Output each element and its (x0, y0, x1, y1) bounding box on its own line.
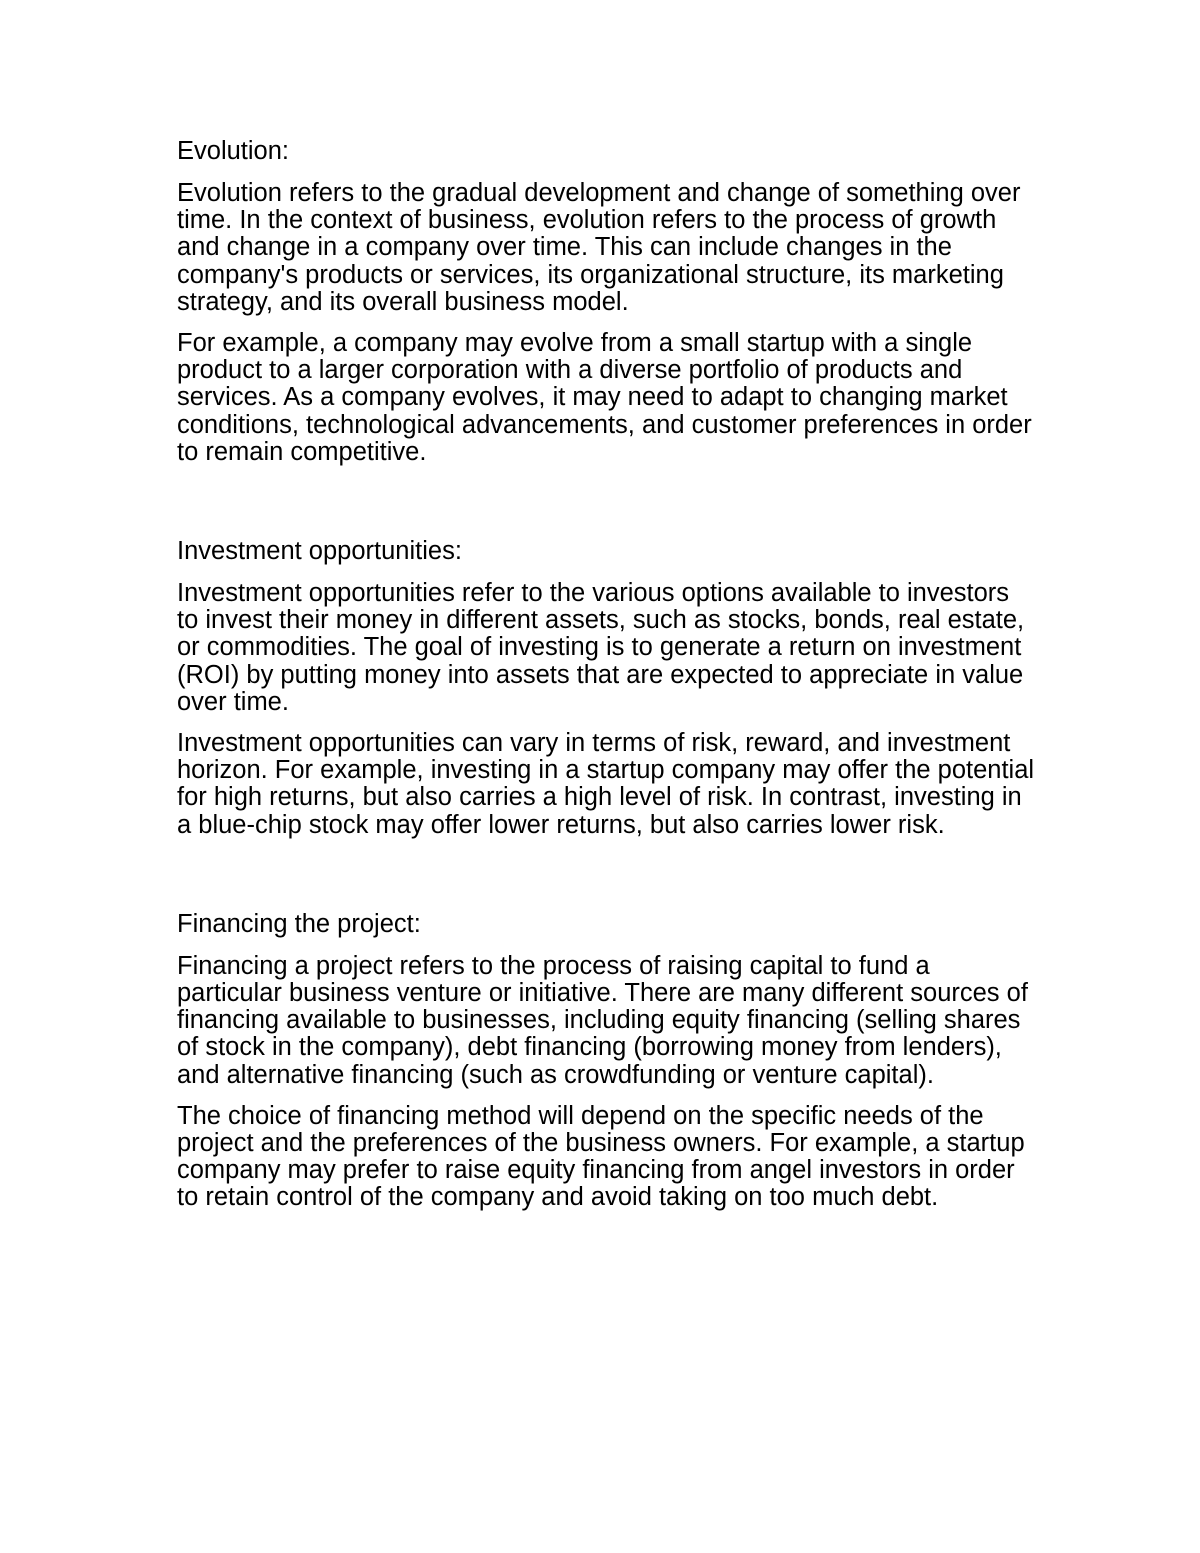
section-spacer (177, 853, 1037, 909)
section-spacer (177, 480, 1037, 536)
section-evolution (177, 136, 1037, 466)
paragraph: Investment opportunities refer to the various options available to investors to invest their money in different assets, such as stocks, bonds, real estate, or commodities. The goal of investing is to generate a return on investment (ROI) by putting money into assets that are expected to appreciate in value over time. (177, 579, 1025, 716)
paragraph: The choice of financing method will depend on the specific needs of the project and the preferences of the business owners. For example, a startup company may prefer to raise equity financing from angel investors in order to retain control of the company and avoid taking on too much debt. (177, 1101, 1025, 1212)
section-heading: Financing the project: (177, 909, 421, 938)
paragraph: Investment opportunities can vary in terms of risk, reward, and investment horizon. For example, investing in a startup company may offer the potential for high returns, but also carries a high level of risk. In contrast, investing in a blue-chip stock may offer lower returns, but also carries lower risk. (177, 729, 1035, 839)
paragraph: Financing a project refers to the process of raising capital to fund a particular business venture or initiative. There are many different sources of financing available to businesses, including equity financing (selling shares of stock in the company), debt financing (borrowing money from lenders), and alternative financing (such as crowdfunding or venture capital). (177, 951, 1028, 1089)
paragraph: For example, a company may evolve from a small startup with a single product to a larger corporation with a diverse portfolio of products and services. As a company evolves, it may need to adapt to changing market conditions, technological advancements, and customer preferences in order to remain competitive. (177, 329, 1032, 466)
section-heading: Evolution: (177, 137, 289, 165)
paragraph: Evolution refers to the gradual development and change of something over time. In the context of business, evolution refers to the process of growth and change in a company over time. This can include changes in the company's products or services, its organizational structure, its marketing strategy, and its overall business model. (177, 179, 1021, 316)
section-financing-the-project (177, 909, 1037, 1212)
section-heading: Investment opportunities: (177, 537, 462, 566)
document-body (177, 136, 1037, 1226)
section-investment-opportunities (177, 536, 1037, 839)
